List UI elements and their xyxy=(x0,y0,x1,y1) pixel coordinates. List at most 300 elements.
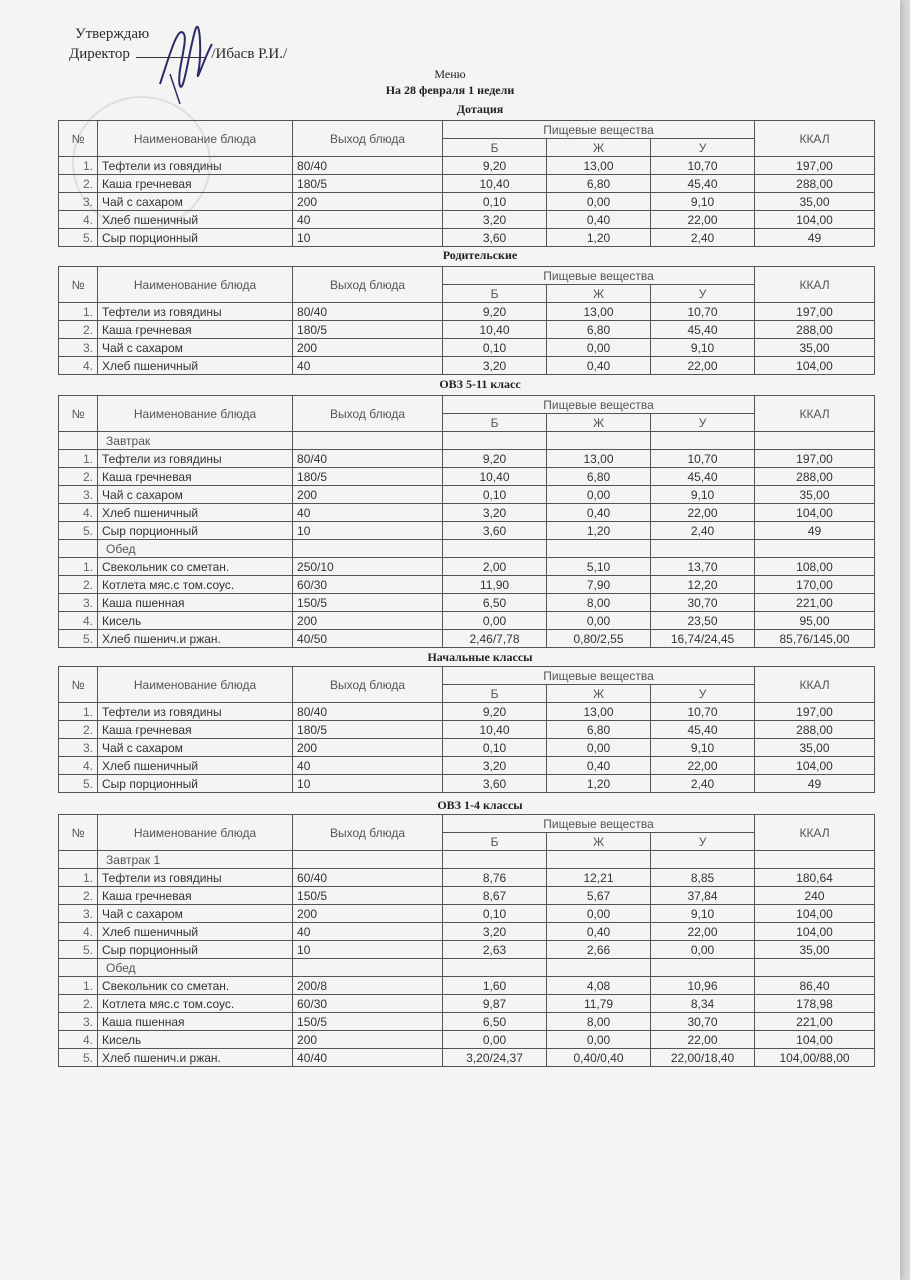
fat-value: 0,00 xyxy=(547,193,651,211)
row-number: 3. xyxy=(59,1013,98,1031)
kcal-value: 104,00 xyxy=(755,905,875,923)
col-header-zh: Ж xyxy=(547,833,651,851)
dish-output xyxy=(293,540,443,558)
dish-name: Каша пшенная xyxy=(98,1013,293,1031)
menu-table xyxy=(58,120,875,247)
carb-value: 2,40 xyxy=(651,522,755,540)
table-row xyxy=(59,887,875,905)
col-header-b: Б xyxy=(443,139,547,157)
protein-value: 10,40 xyxy=(443,468,547,486)
kcal-value: 197,00 xyxy=(755,157,875,175)
dish-output: 80/40 xyxy=(293,450,443,468)
menu-table xyxy=(58,814,875,1067)
kcal-value: 288,00 xyxy=(755,321,875,339)
dish-name: Чай с сахаром xyxy=(98,193,293,211)
fat-value: 5,10 xyxy=(547,558,651,576)
row-number: 2. xyxy=(59,576,98,594)
row-number: 5. xyxy=(59,775,98,793)
section-title: Начальные классы xyxy=(427,650,533,664)
dish-output: 180/5 xyxy=(293,468,443,486)
table-row xyxy=(59,229,875,247)
kcal-value: 35,00 xyxy=(755,193,875,211)
kcal-value: 86,40 xyxy=(755,977,875,995)
row-number: 3. xyxy=(59,905,98,923)
fat-value: 8,00 xyxy=(547,1013,651,1031)
dish-output: 10 xyxy=(293,941,443,959)
carb-value: 22,00 xyxy=(651,757,755,775)
col-header-num: № xyxy=(59,815,98,851)
table-row xyxy=(59,612,875,630)
section-title: Дотация xyxy=(456,102,504,116)
dish-output: 200 xyxy=(293,612,443,630)
dish-output: 150/5 xyxy=(293,887,443,905)
fat-value: 13,00 xyxy=(547,703,651,721)
kcal-value: 178,98 xyxy=(755,995,875,1013)
table-row xyxy=(59,977,875,995)
row-number: 4. xyxy=(59,923,98,941)
table-row xyxy=(59,594,875,612)
dish-output: 200 xyxy=(293,193,443,211)
dish-output: 10 xyxy=(293,775,443,793)
table-row xyxy=(59,540,875,558)
protein-value: 3,20 xyxy=(443,923,547,941)
dish-output: 40 xyxy=(293,923,443,941)
dish-output: 80/40 xyxy=(293,303,443,321)
table-row xyxy=(59,303,875,321)
dish-name: Свекольник со сметан. xyxy=(98,977,293,995)
protein-value: 3,60 xyxy=(443,229,547,247)
carb-value: 22,00 xyxy=(651,211,755,229)
col-header-zh: Ж xyxy=(547,139,651,157)
fat-value: 7,90 xyxy=(547,576,651,594)
dish-output: 60/30 xyxy=(293,995,443,1013)
dish-name: Каша гречневая xyxy=(98,721,293,739)
carb-value: 30,70 xyxy=(651,1013,755,1031)
fat-value: 0,00 xyxy=(547,1031,651,1049)
dish-name: Хлеб пшенич.и ржан. xyxy=(98,630,293,648)
fat-value xyxy=(547,851,651,869)
protein-value: 3,20/24,37 xyxy=(443,1049,547,1067)
fat-value: 0,40 xyxy=(547,211,651,229)
table-row xyxy=(59,339,875,357)
carb-value: 23,50 xyxy=(651,612,755,630)
kcal-value: 288,00 xyxy=(755,721,875,739)
carb-value: 9,10 xyxy=(651,193,755,211)
menu-table xyxy=(58,666,875,793)
menu-title: Меню xyxy=(434,67,466,81)
dish-name: Сыр порционный xyxy=(98,229,293,247)
table-row xyxy=(59,1049,875,1067)
carb-value: 10,70 xyxy=(651,157,755,175)
section-title: ОВЗ 1-4 классы xyxy=(437,798,523,812)
protein-value: 0,10 xyxy=(443,905,547,923)
protein-value: 6,50 xyxy=(443,1013,547,1031)
kcal-value xyxy=(755,432,875,450)
dish-name: Хлеб пшеничный xyxy=(98,357,293,375)
carb-value: 8,85 xyxy=(651,869,755,887)
col-header-zh: Ж xyxy=(547,414,651,432)
protein-value xyxy=(443,540,547,558)
kcal-value: 104,00 xyxy=(755,757,875,775)
protein-value: 9,20 xyxy=(443,303,547,321)
dish-output: 40/50 xyxy=(293,630,443,648)
col-header-name: Наименование блюда xyxy=(98,815,293,851)
table-row xyxy=(59,504,875,522)
carb-value: 10,70 xyxy=(651,703,755,721)
dish-output: 60/40 xyxy=(293,869,443,887)
table-row xyxy=(59,869,875,887)
protein-value: 0,10 xyxy=(443,486,547,504)
kcal-value: 288,00 xyxy=(755,468,875,486)
dish-output xyxy=(293,851,443,869)
row-number: 5. xyxy=(59,630,98,648)
dish-output: 10 xyxy=(293,522,443,540)
dish-name: Каша гречневая xyxy=(98,321,293,339)
kcal-value: 95,00 xyxy=(755,612,875,630)
col-header-num: № xyxy=(59,667,98,703)
dish-name: Тефтели из говядины xyxy=(98,703,293,721)
row-number: 2. xyxy=(59,468,98,486)
carb-value xyxy=(651,540,755,558)
carb-value: 9,10 xyxy=(651,339,755,357)
director-label: Директор xyxy=(69,46,130,62)
dish-output: 200 xyxy=(293,339,443,357)
carb-value: 9,10 xyxy=(651,739,755,757)
col-header-nutrients: Пищевые вещества xyxy=(443,121,755,139)
row-number: 2. xyxy=(59,995,98,1013)
meal-label: Завтрак 1 xyxy=(98,851,293,869)
kcal-value: 49 xyxy=(755,522,875,540)
row-number: 4. xyxy=(59,757,98,775)
col-header-num: № xyxy=(59,121,98,157)
dish-name: Кисель xyxy=(98,612,293,630)
table-row xyxy=(59,721,875,739)
kcal-value: 49 xyxy=(755,775,875,793)
carb-value: 45,40 xyxy=(651,321,755,339)
fat-value: 13,00 xyxy=(547,303,651,321)
table-row xyxy=(59,486,875,504)
dish-name: Сыр порционный xyxy=(98,941,293,959)
dish-output xyxy=(293,959,443,977)
protein-value: 9,20 xyxy=(443,157,547,175)
carb-value xyxy=(651,851,755,869)
carb-value: 10,96 xyxy=(651,977,755,995)
col-header-name: Наименование блюда xyxy=(98,267,293,303)
table-row xyxy=(59,321,875,339)
col-header-nutrients: Пищевые вещества xyxy=(443,667,755,685)
col-header-name: Наименование блюда xyxy=(98,396,293,432)
fat-value: 6,80 xyxy=(547,468,651,486)
approval-block xyxy=(69,24,293,64)
protein-value: 3,60 xyxy=(443,775,547,793)
dish-name: Каша гречневая xyxy=(98,468,293,486)
col-header-b: Б xyxy=(443,414,547,432)
kcal-value: 104,00 xyxy=(755,923,875,941)
col-header-kcal: ККАЛ xyxy=(755,121,875,157)
protein-value: 6,50 xyxy=(443,594,547,612)
row-number: 3. xyxy=(59,486,98,504)
protein-value: 1,60 xyxy=(443,977,547,995)
col-header-output: Выход блюда xyxy=(293,396,443,432)
col-header-zh: Ж xyxy=(547,685,651,703)
table-row xyxy=(59,923,875,941)
row-number: 5. xyxy=(59,522,98,540)
col-header-kcal: ККАЛ xyxy=(755,267,875,303)
table-row xyxy=(59,450,875,468)
table-row xyxy=(59,468,875,486)
row-number: 4. xyxy=(59,211,98,229)
protein-value: 2,00 xyxy=(443,558,547,576)
row-number: 5. xyxy=(59,941,98,959)
table-row xyxy=(59,757,875,775)
fat-value: 0,40 xyxy=(547,923,651,941)
fat-value: 0,40 xyxy=(547,757,651,775)
table-row xyxy=(59,1013,875,1031)
kcal-value xyxy=(755,959,875,977)
protein-value: 0,10 xyxy=(443,193,547,211)
row-number xyxy=(59,432,98,450)
col-header-output: Выход блюда xyxy=(293,121,443,157)
carb-value: 22,00 xyxy=(651,1031,755,1049)
dish-name: Свекольник со сметан. xyxy=(98,558,293,576)
dish-output: 60/30 xyxy=(293,576,443,594)
row-number: 4. xyxy=(59,1031,98,1049)
dish-output: 40 xyxy=(293,757,443,775)
protein-value: 11,90 xyxy=(443,576,547,594)
fat-value: 0,80/2,55 xyxy=(547,630,651,648)
fat-value: 0,00 xyxy=(547,486,651,504)
table-row xyxy=(59,905,875,923)
col-header-name: Наименование блюда xyxy=(98,667,293,703)
fat-value: 0,40 xyxy=(547,504,651,522)
row-number: 2. xyxy=(59,175,98,193)
kcal-value: 240 xyxy=(755,887,875,905)
table-row xyxy=(59,357,875,375)
col-header-kcal: ККАЛ xyxy=(755,815,875,851)
table-row xyxy=(59,995,875,1013)
table-row xyxy=(59,775,875,793)
fat-value xyxy=(547,540,651,558)
protein-value xyxy=(443,432,547,450)
dish-name: Хлеб пшеничный xyxy=(98,211,293,229)
row-number xyxy=(59,851,98,869)
dish-name: Тефтели из говядины xyxy=(98,303,293,321)
kcal-value: 197,00 xyxy=(755,703,875,721)
carb-value xyxy=(651,959,755,977)
dish-name: Котлета мяс.с том.соус. xyxy=(98,576,293,594)
dish-output: 200 xyxy=(293,905,443,923)
fat-value: 0,00 xyxy=(547,905,651,923)
row-number: 3. xyxy=(59,193,98,211)
carb-value: 9,10 xyxy=(651,905,755,923)
table-row xyxy=(59,959,875,977)
table-row xyxy=(59,851,875,869)
col-header-nutrients: Пищевые вещества xyxy=(443,815,755,833)
kcal-value: 170,00 xyxy=(755,576,875,594)
menu-table xyxy=(58,395,875,648)
col-header-b: Б xyxy=(443,285,547,303)
col-header-name: Наименование блюда xyxy=(98,121,293,157)
fat-value xyxy=(547,432,651,450)
row-number: 1. xyxy=(59,450,98,468)
section-title: Родительские xyxy=(442,248,518,262)
row-number: 2. xyxy=(59,321,98,339)
meal-label: Обед xyxy=(98,959,293,977)
fat-value xyxy=(547,959,651,977)
kcal-value: 221,00 xyxy=(755,594,875,612)
dish-name: Тефтели из говядины xyxy=(98,157,293,175)
carb-value: 13,70 xyxy=(651,558,755,576)
table-row xyxy=(59,432,875,450)
col-header-u: У xyxy=(651,139,755,157)
table-row xyxy=(59,193,875,211)
dish-output: 150/5 xyxy=(293,594,443,612)
protein-value: 3,20 xyxy=(443,211,547,229)
carb-value: 12,20 xyxy=(651,576,755,594)
carb-value: 2,40 xyxy=(651,229,755,247)
col-header-u: У xyxy=(651,833,755,851)
fat-value: 0,40 xyxy=(547,357,651,375)
carb-value: 8,34 xyxy=(651,995,755,1013)
kcal-value: 35,00 xyxy=(755,339,875,357)
section-title: ОВЗ 5-11 класс xyxy=(439,377,521,391)
col-header-output: Выход блюда xyxy=(293,267,443,303)
kcal-value: 197,00 xyxy=(755,303,875,321)
kcal-value: 85,76/145,00 xyxy=(755,630,875,648)
fat-value: 0,00 xyxy=(547,739,651,757)
carb-value: 37,84 xyxy=(651,887,755,905)
row-number: 4. xyxy=(59,612,98,630)
dish-name: Чай с сахаром xyxy=(98,739,293,757)
row-number: 3. xyxy=(59,339,98,357)
fat-value: 13,00 xyxy=(547,157,651,175)
carb-value: 22,00 xyxy=(651,504,755,522)
row-number: 1. xyxy=(59,303,98,321)
dish-name: Котлета мяс.с том.соус. xyxy=(98,995,293,1013)
kcal-value xyxy=(755,540,875,558)
table-row xyxy=(59,1031,875,1049)
table-row xyxy=(59,739,875,757)
dish-output: 180/5 xyxy=(293,321,443,339)
table-row xyxy=(59,576,875,594)
carb-value: 9,10 xyxy=(651,486,755,504)
table-row xyxy=(59,175,875,193)
fat-value: 6,80 xyxy=(547,721,651,739)
kcal-value: 35,00 xyxy=(755,739,875,757)
carb-value: 45,40 xyxy=(651,721,755,739)
protein-value: 9,87 xyxy=(443,995,547,1013)
fat-value: 6,80 xyxy=(547,321,651,339)
protein-value: 8,76 xyxy=(443,869,547,887)
col-header-kcal: ККАЛ xyxy=(755,667,875,703)
document-title xyxy=(0,66,900,98)
col-header-kcal: ККАЛ xyxy=(755,396,875,432)
kcal-value: 197,00 xyxy=(755,450,875,468)
carb-value: 22,00 xyxy=(651,357,755,375)
row-number: 2. xyxy=(59,887,98,905)
fat-value: 13,00 xyxy=(547,450,651,468)
carb-value xyxy=(651,432,755,450)
col-header-nutrients: Пищевые вещества xyxy=(443,267,755,285)
dish-output: 200 xyxy=(293,1031,443,1049)
dish-name: Каша гречневая xyxy=(98,887,293,905)
protein-value xyxy=(443,959,547,977)
fat-value: 2,66 xyxy=(547,941,651,959)
table-row xyxy=(59,211,875,229)
row-number xyxy=(59,540,98,558)
menu-table xyxy=(58,266,875,375)
fat-value: 0,00 xyxy=(547,612,651,630)
protein-value: 0,00 xyxy=(443,612,547,630)
dish-name: Кисель xyxy=(98,1031,293,1049)
row-number: 1. xyxy=(59,869,98,887)
kcal-value: 104,00 xyxy=(755,211,875,229)
kcal-value: 49 xyxy=(755,229,875,247)
date-line: На 28 февраля 1 недели xyxy=(385,83,515,97)
fat-value: 1,20 xyxy=(547,522,651,540)
carb-value: 45,40 xyxy=(651,468,755,486)
protein-value: 10,40 xyxy=(443,721,547,739)
col-header-output: Выход блюда xyxy=(293,667,443,703)
protein-value: 3,20 xyxy=(443,757,547,775)
signature-line xyxy=(136,57,206,58)
carb-value: 22,00 xyxy=(651,923,755,941)
row-number: 1. xyxy=(59,157,98,175)
table-row xyxy=(59,558,875,576)
fat-value: 6,80 xyxy=(547,175,651,193)
row-number: 3. xyxy=(59,739,98,757)
table-row xyxy=(59,703,875,721)
table-row xyxy=(59,630,875,648)
dish-name: Каша пшенная xyxy=(98,594,293,612)
dish-output: 180/5 xyxy=(293,175,443,193)
dish-name: Тефтели из говядины xyxy=(98,869,293,887)
dish-output: 40 xyxy=(293,504,443,522)
dish-output: 200 xyxy=(293,739,443,757)
dish-output xyxy=(293,432,443,450)
fat-value: 4,08 xyxy=(547,977,651,995)
table-row xyxy=(59,157,875,175)
col-header-num: № xyxy=(59,396,98,432)
kcal-value: 288,00 xyxy=(755,175,875,193)
dish-name: Хлеб пшеничный xyxy=(98,757,293,775)
dish-output: 200 xyxy=(293,486,443,504)
row-number: 5. xyxy=(59,229,98,247)
dish-name: Хлеб пшенич.и ржан. xyxy=(98,1049,293,1067)
dish-output: 80/40 xyxy=(293,703,443,721)
kcal-value: 104,00 xyxy=(755,504,875,522)
carb-value: 10,70 xyxy=(651,450,755,468)
row-number: 2. xyxy=(59,721,98,739)
kcal-value: 35,00 xyxy=(755,941,875,959)
col-header-nutrients: Пищевые вещества xyxy=(443,396,755,414)
carb-value: 30,70 xyxy=(651,594,755,612)
kcal-value: 104,00/88,00 xyxy=(755,1049,875,1067)
dish-name: Хлеб пшеничный xyxy=(98,504,293,522)
row-number: 3. xyxy=(59,594,98,612)
dish-output: 40 xyxy=(293,211,443,229)
protein-value: 10,40 xyxy=(443,321,547,339)
table-row xyxy=(59,941,875,959)
carb-value: 16,74/24,45 xyxy=(651,630,755,648)
col-header-u: У xyxy=(651,285,755,303)
fat-value: 0,40/0,40 xyxy=(547,1049,651,1067)
col-header-b: Б xyxy=(443,833,547,851)
fat-value: 5,67 xyxy=(547,887,651,905)
protein-value: 3,60 xyxy=(443,522,547,540)
fat-value: 11,79 xyxy=(547,995,651,1013)
row-number xyxy=(59,959,98,977)
